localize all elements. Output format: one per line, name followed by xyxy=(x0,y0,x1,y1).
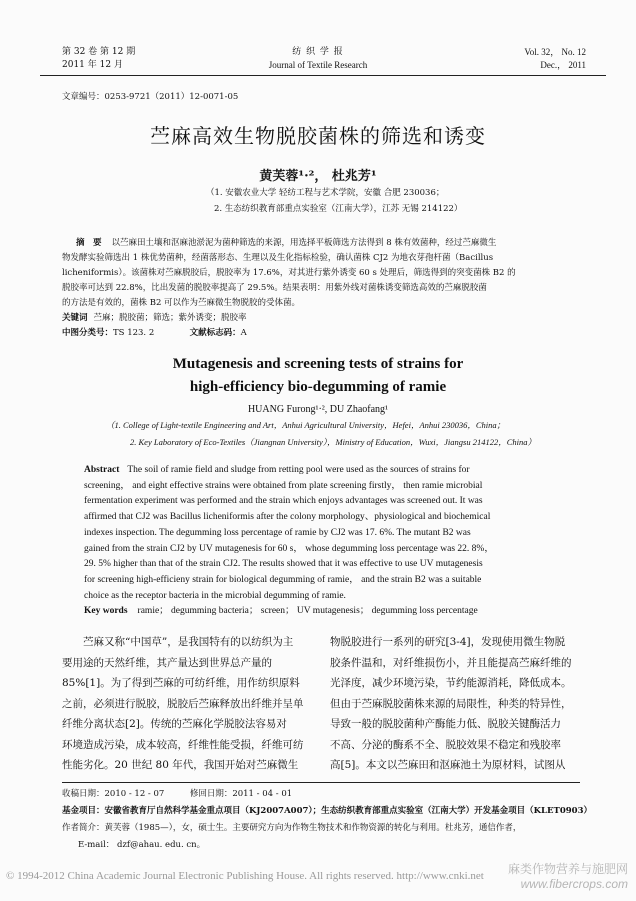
cn-affiliation-2: 2. 生态纺织教育部重点实验室（江南大学），江苏 无锡 214122） xyxy=(214,204,463,214)
en-affiliation-2: 2. Key Laboratory of Eco-Textiles（Jiangnan University），Ministry of Education，Wuxi，Jiangsu 214122，China） xyxy=(130,437,536,447)
footnote-email: E-mail： dzf@ahau. edu. cn。 xyxy=(78,840,206,850)
cn-abstract xyxy=(62,236,578,311)
en-affiliation-1: （1. College of Light-textile Engineering and Art，Anhui Agricultural University，Hefei，Anhui 230036，China； xyxy=(106,420,506,430)
cn-title: 苎麻高效生物脱胶菌株的筛选和诱变 xyxy=(150,124,486,148)
body-column-left xyxy=(62,632,310,776)
watermark-url: www.fibercrops.com xyxy=(520,877,628,891)
cn-abstract-line: 脱胶率可达到 22.8%，比出发菌的脱胶率提高了 29.5%。结果表明：用紫外线对菌株诱变筛选高效的苎麻脱胶菌 xyxy=(62,283,487,293)
cn-abstract-line: 物发酵实验筛选出 1 株优势菌种，经菌落形态、生理以及生化指标检验，确认菌株 CJ2 为地衣芽孢杆菌（Bacillus xyxy=(62,253,494,263)
body-line: 纤维分离状态[2]。传统的苎麻化学脱胶法容易对 xyxy=(62,718,287,730)
cn-keywords-label: 关键词 xyxy=(62,313,88,323)
en-abstract-line: fermentation experiment was performed and the strain which enjoys advantages was screened out. It was xyxy=(84,496,483,507)
cn-keywords xyxy=(62,311,247,326)
en-title-line-2: high-efficiency bio-degumming of ramie xyxy=(189,379,447,395)
en-authors: HUANG Furong¹·², DU Zhaofang¹ xyxy=(247,404,389,415)
en-abstract-line: The soil of ramie field and sludge from retting pool were used as the sources of strains for xyxy=(127,465,470,475)
issue-info-en xyxy=(524,46,586,72)
cn-abstract-line: 以苎麻田土壤和沤麻池淤泥为菌种筛选的来源，用选择平板筛选方法得到 8 株有效菌种，经过苎麻微生 xyxy=(111,238,497,248)
clc-value: TS 123. 2 xyxy=(113,328,155,338)
footnote-dates: 收稿日期：2010 - 12 - 07 修回日期：2011 - 04 - 01 xyxy=(62,789,293,799)
en-abstract-line: screening， and eight effective strains were obtained from plate screening firstly， then ramie microbial xyxy=(84,480,483,491)
footnote-rule xyxy=(62,782,580,783)
doc-code-label: 文献标志码： xyxy=(189,328,241,338)
cn-authors: 黄芙蓉¹·²， 杜兆芳¹ xyxy=(259,169,377,184)
footnote-fund: 基金项目：安徽省教育厅自然科学基金重点项目（KJ2007A007）；生态纺织教育部重点实验室（江南大学）开发基金项目（KLET0903） xyxy=(62,806,592,816)
article-number: 文章编号：0253-9721（2011）12-0071-05 xyxy=(62,92,239,102)
body-line: 要用途的天然纤维，其产量达到世界总产量的 xyxy=(62,656,272,669)
body-line: 光泽度，减少环境污染，节约能源消耗，降低成本。 xyxy=(330,677,572,689)
en-abstract-line: for screening high-efficieny strain for biological degumming of ramie， and the strain B2 was a suitable xyxy=(84,574,482,585)
body-line: 但由于苎麻脱胶菌株来源的局限性，种类的特异性， xyxy=(330,697,572,710)
en-abstract-line: choice as the receptor bacteria in the microbial degumming of ramie. xyxy=(84,590,346,601)
body-line: 性能劣化。20 世纪 80 年代，我国开始对苎麻微生 xyxy=(62,759,299,771)
cn-affiliation-1: （1. 安徽农业大学 轻纺工程与艺术学院，安徽 合肥 230036； xyxy=(206,188,445,198)
body-line: 之前，必须进行脱胶，脱胶后苎麻释放出纤维并呈单 xyxy=(62,697,304,710)
en-title xyxy=(0,353,636,399)
journal-name-cn: 纺 织 学 报 xyxy=(292,47,344,57)
site-watermark xyxy=(508,862,628,892)
body-line: 导致一般的脱胶菌种产酶能力低、脱胶关键酶活力 xyxy=(330,718,561,730)
en-abstract-line: 29. 5% higher than that of the strain CJ2. The results showed that it was effective to use UV mutagenesis xyxy=(84,559,483,570)
issue-volume: 第 32 卷 第 12 期 xyxy=(62,47,136,57)
en-abstract-label: Abstract xyxy=(84,465,120,475)
journal-name-en: Journal of Textile Research xyxy=(268,60,368,70)
en-abstract-line: affirmed that CJ2 was Bacillus licheniformis after the colony morphology、physiological and biochemical xyxy=(84,512,491,523)
issue-date: 2011 年 12 月 xyxy=(62,60,123,70)
body-line: 85%[1]。为了得到苎麻的可纺纤维，用作纺织原料 xyxy=(62,677,300,689)
en-title-line-1: Mutagenesis and screening tests of strains for xyxy=(172,356,464,372)
doc-code-value: A xyxy=(240,328,247,338)
clc-label: 中图分类号： xyxy=(62,328,114,338)
footnote xyxy=(62,786,592,854)
cn-abstract-line: licheniformis）。该菌株对苎麻脱胶后，脱胶率为 17.6%，对其进行紫外诱变 60 s 处理后，筛选得到的突变菌株 B2 的 xyxy=(62,268,516,278)
copyright-line: © 1994-2012 China Academic Journal Electronic Publishing House. All rights reserved. http://www.cnki.net xyxy=(6,870,484,882)
en-abstract-line: gained from the strain CJ2 by UV mutagenesis for 60 s， whose degumming loss percentage was 22. 8%， xyxy=(84,543,494,554)
watermark-cn: 麻类作物营养与施肥网 xyxy=(507,862,628,876)
en-abstract-line: indexes inspection. The degumming loss percentage of ramie by CJ2 was 17. 6%. The mutant B2 was xyxy=(84,527,471,538)
body-line: 不高、分泌的酶系不全、脱胶效果不稳定和残胶率 xyxy=(330,738,561,751)
cn-keywords-text: 苎麻；脱胶菌；筛选；紫外诱变；脱胶率 xyxy=(93,313,247,323)
issue-date-en: Dec.， 2011 xyxy=(540,60,586,70)
en-abstract xyxy=(84,463,584,620)
body-line: 环境造成污染，成本较高，纤维性能受损，纤维可纺 xyxy=(62,738,304,751)
en-keywords-label: Key words xyxy=(84,606,128,617)
cn-abstract-line: 的方法是有效的，菌株 B2 可以作为苎麻微生物脱胶的受体菌。 xyxy=(62,298,301,308)
issue-volume-en: Vol. 32， No. 12 xyxy=(524,47,586,57)
body-line: 苎麻又称“中国草”，是我国特有的以纺织为主 xyxy=(62,636,294,648)
body-line: 物脱胶进行一系列的研究[3-4]，发现使用微生物脱 xyxy=(330,636,566,648)
body-column-right xyxy=(330,632,580,776)
body-line: 胶条件温和，对纤维损伤小，并且能提高苎麻纤维的 xyxy=(330,656,572,669)
cn-classification xyxy=(62,326,247,341)
en-keywords-text: ramie； degumming bacteria； screen； UV mutagenesis； degumming loss percentage xyxy=(137,606,478,617)
footnote-author: 作者简介：黄芙蓉（1985—），女，硕士生。主要研究方向为作物生物技术和作物资源的转化与利用。杜兆芳，通信作者， xyxy=(62,823,522,833)
body-line: 高[5]。本文以苎麻田和沤麻池土为原材料，试图从 xyxy=(330,759,566,771)
header-rule xyxy=(40,75,606,76)
cn-abstract-label: 摘 要 xyxy=(76,238,102,248)
